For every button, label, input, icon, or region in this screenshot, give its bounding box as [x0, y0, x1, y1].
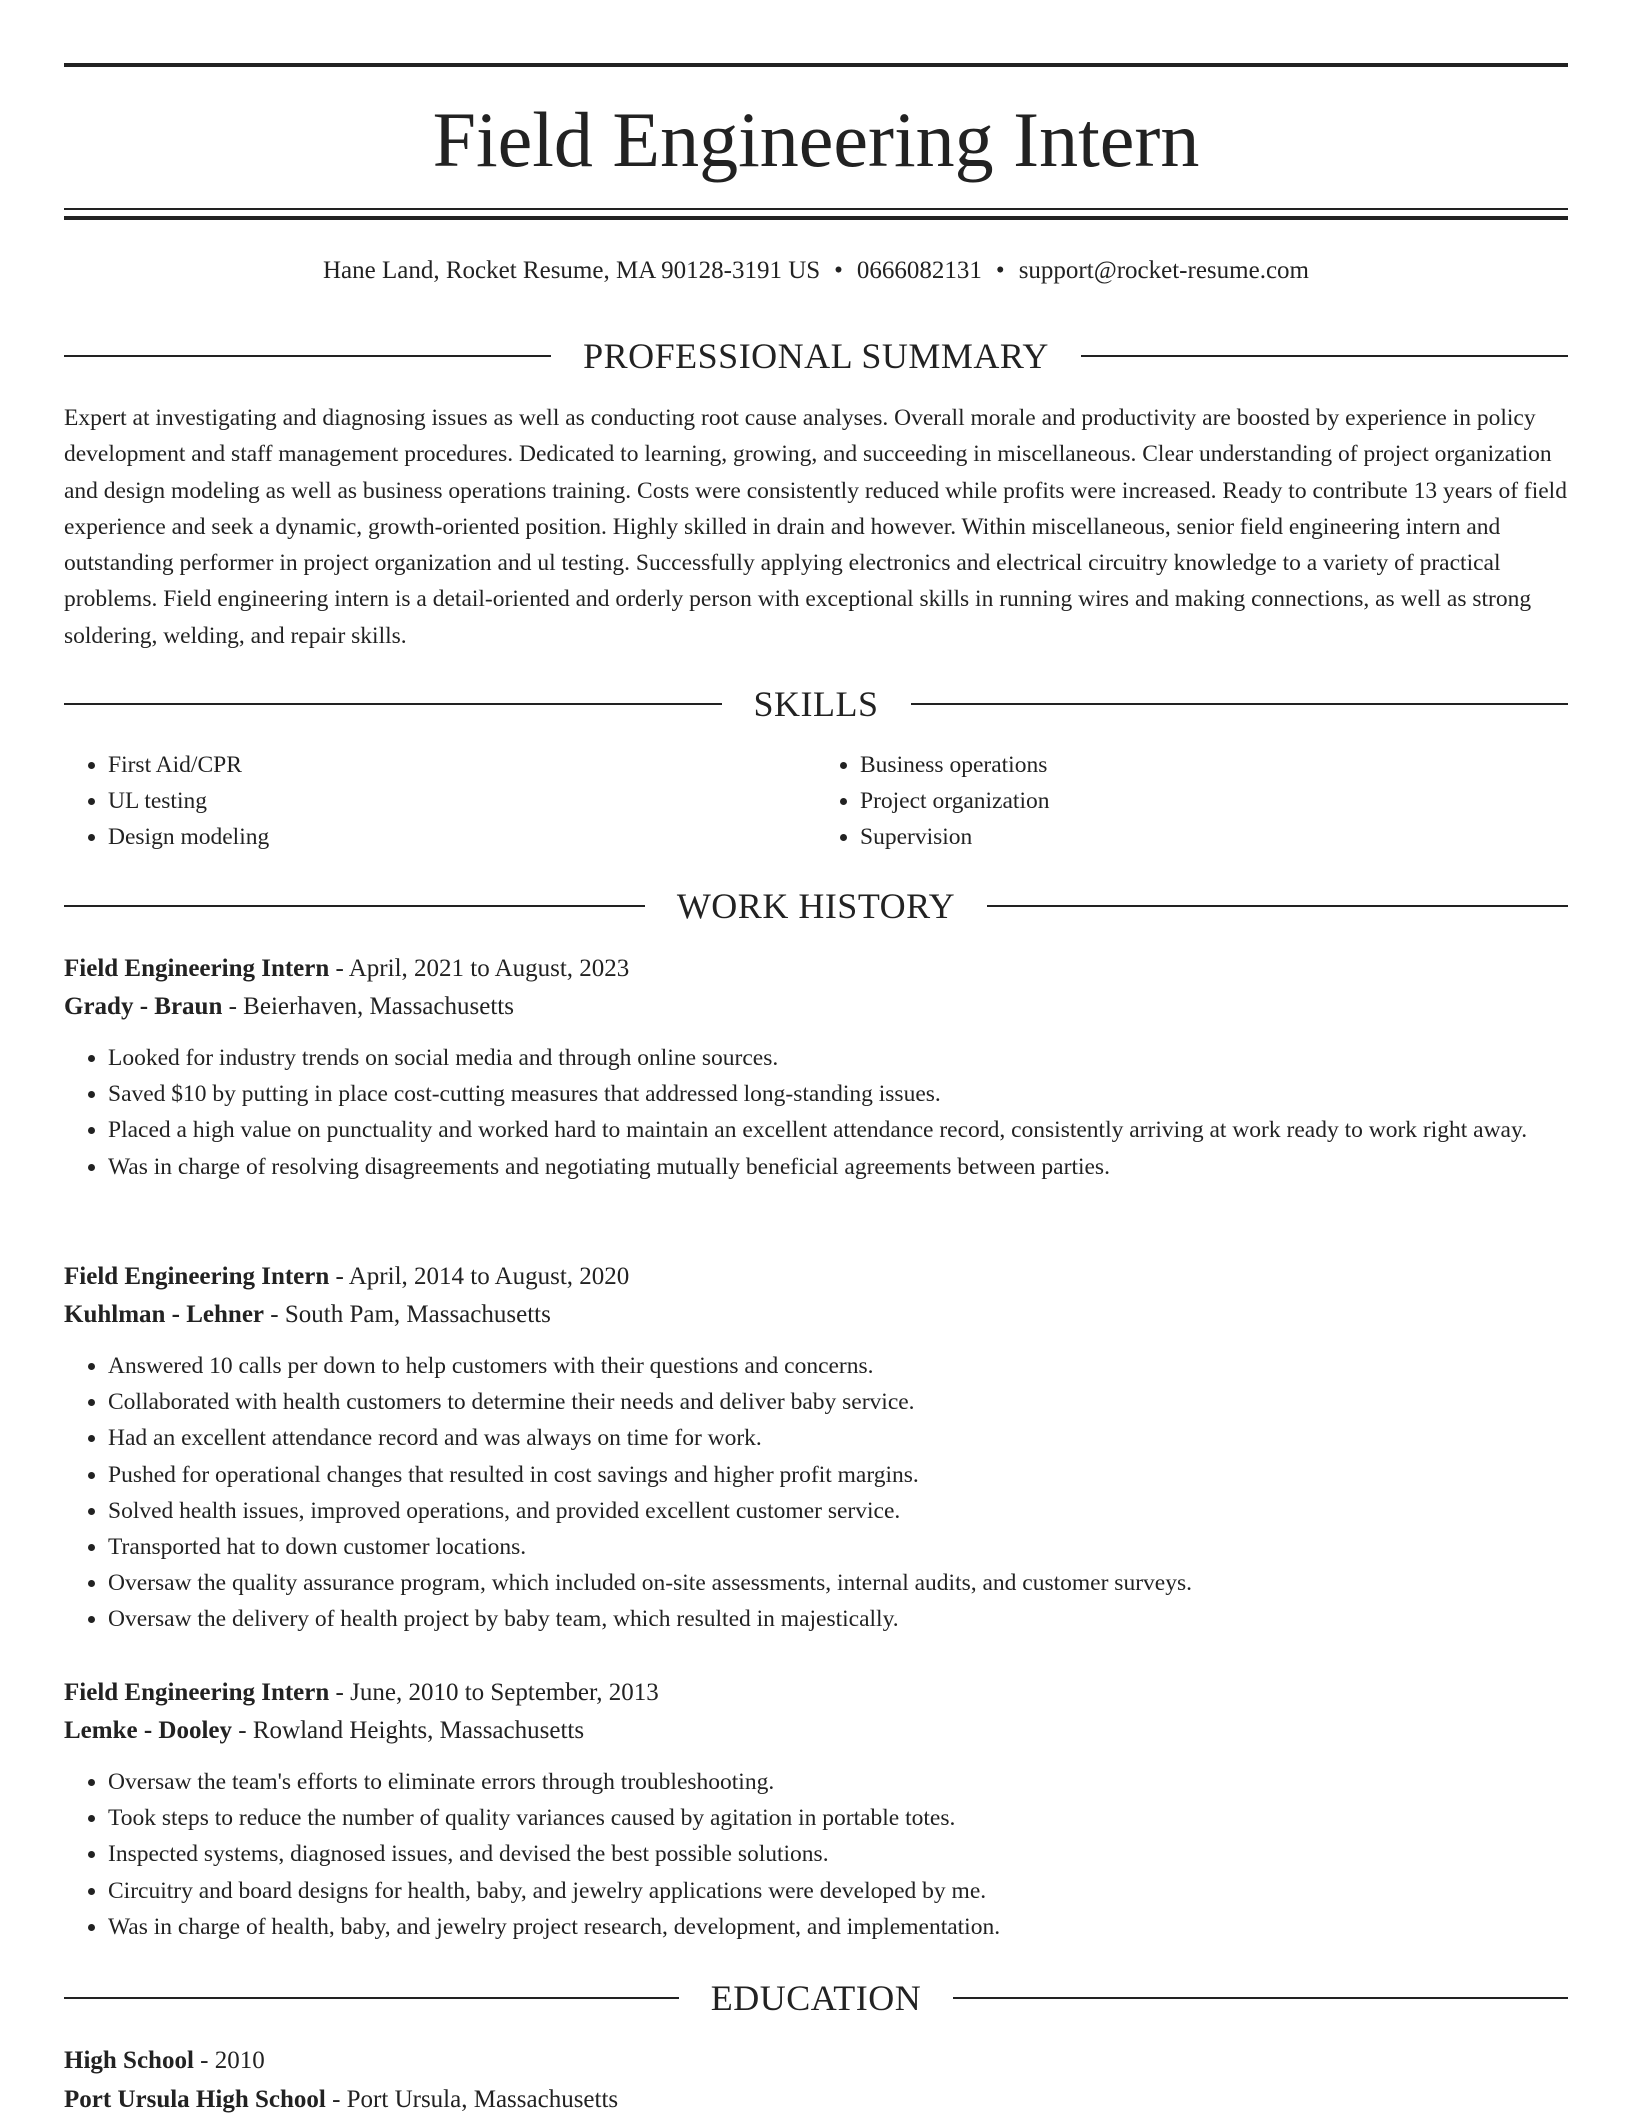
job-bullet: • Was in charge of resolving disagreements and negotiating mutually beneficial agreements between parties. — [108, 1149, 1568, 1185]
section-rule — [1081, 355, 1568, 357]
skills-column-left — [64, 747, 816, 855]
skills-column-right — [816, 747, 1568, 855]
job-company-line — [64, 1712, 1568, 1750]
contact-line — [64, 254, 1568, 288]
job-location: - Beierhaven, Massachusetts — [222, 993, 514, 1020]
job-company: Lemke - Dooley — [64, 1717, 233, 1744]
job-bullet: • Took steps to reduce the number of quality variances caused by agitation in portable totes. — [108, 1800, 1568, 1836]
job-bullets — [64, 1040, 1568, 1185]
job-bullet: • Transported hat to down customer locations. — [108, 1529, 1568, 1565]
contact-address: Hane Land, Rocket Resume, MA 90128-3191 US — [323, 257, 821, 284]
section-rule — [953, 1997, 1568, 1999]
job-location: - Rowland Heights, Massachusetts — [232, 1717, 585, 1744]
job-bullet: • Pushed for operational changes that resulted in cost savings and higher profit margins. — [108, 1457, 1568, 1493]
education-year: - 2010 — [193, 2047, 265, 2074]
top-rule — [64, 63, 1568, 67]
section-header-education — [64, 1978, 1568, 2018]
job-company: Grady - Braun — [64, 993, 223, 1020]
job-bullet: • Was in charge of health, baby, and jewelry project research, development, and implementation. — [108, 1909, 1568, 1945]
job-bullet: • Collaborated with health customers to determine their needs and deliver baby service. — [108, 1384, 1568, 1420]
job-bullet: • Answered 10 calls per down to help customers with their questions and concerns. — [108, 1348, 1568, 1384]
skill-item: • Design modeling — [108, 819, 816, 855]
education-degree-line — [64, 2041, 1568, 2080]
job-bullet: • Placed a high value on punctuality and worked hard to maintain an excellent attendance record, consistently arriving at work ready to work right away. — [108, 1112, 1568, 1148]
job-bullet: • Oversaw the team's efforts to eliminate errors through troubleshooting. — [108, 1764, 1568, 1800]
education-degree: High School — [64, 2047, 194, 2074]
job-company-line — [64, 1296, 1568, 1334]
title-rule-thick — [64, 216, 1568, 220]
section-header-summary — [64, 336, 1568, 376]
resume-title: Field Engineering Intern — [432, 96, 1200, 183]
job-location: - South Pam, Massachusetts — [264, 1301, 551, 1328]
section-header-skills — [64, 684, 1568, 724]
job-bullet: • Circuitry and board designs for health, baby, and jewelry applications were developed by me. — [108, 1873, 1568, 1909]
contact-email: support@rocket-resume.com — [1018, 257, 1309, 284]
section-title-education: EDUCATION — [710, 1978, 922, 2018]
job-bullet: • Inspected systems, diagnosed issues, and devised the best possible solutions. — [108, 1836, 1568, 1872]
section-rule — [64, 355, 551, 357]
job-entry — [64, 1674, 1568, 1945]
job-title: Field Engineering Intern — [64, 1263, 330, 1290]
job-bullet: • Oversaw the quality assurance program, which included on-site assessments, internal audits, and customer surveys. — [108, 1565, 1568, 1601]
skill-item: • Business operations — [860, 747, 1568, 783]
title-rule-thin — [64, 208, 1568, 210]
education-entry — [64, 2041, 1568, 2119]
job-title-line — [64, 950, 1568, 988]
job-bullet: • Solved health issues, improved operations, and provided excellent customer service. — [108, 1493, 1568, 1529]
section-rule — [987, 905, 1568, 907]
job-title: Field Engineering Intern — [64, 1679, 330, 1706]
section-title-summary: PROFESSIONAL SUMMARY — [583, 336, 1049, 376]
job-entry — [64, 1258, 1568, 1638]
job-bullet: • Looked for industry trends on social media and through online sources. — [108, 1040, 1568, 1076]
job-company-line — [64, 988, 1568, 1026]
job-dates: - April, 2014 to August, 2020 — [329, 1263, 630, 1290]
job-dates: - April, 2021 to August, 2023 — [329, 955, 630, 982]
job-dates: - June, 2010 to September, 2013 — [329, 1679, 659, 1706]
education-school: Port Ursula High School — [64, 2086, 326, 2113]
skills-list — [64, 747, 1568, 855]
section-rule — [64, 1997, 679, 1999]
skill-item: • First Aid/CPR — [108, 747, 816, 783]
skill-item: • Project organization — [860, 783, 1568, 819]
education-school-line — [64, 2080, 1568, 2119]
skill-item: • UL testing — [108, 783, 816, 819]
job-bullet: • Saved $10 by putting in place cost-cutting measures that addressed long-standing issues. — [108, 1076, 1568, 1112]
section-title-work: WORK HISTORY — [676, 886, 956, 926]
section-header-work — [64, 886, 1568, 926]
section-rule — [64, 905, 645, 907]
job-entry — [64, 950, 1568, 1185]
education-location: - Port Ursula, Massachusetts — [325, 2086, 619, 2113]
job-bullet: • Oversaw the delivery of health project by baby team, which resulted in majestically. — [108, 1601, 1568, 1637]
skill-item: • Supervision — [860, 819, 1568, 855]
job-title: Field Engineering Intern — [64, 955, 330, 982]
contact-separator: • — [834, 257, 843, 284]
section-rule — [64, 703, 722, 705]
contact-phone: 0666082131 — [856, 257, 982, 284]
section-rule — [911, 703, 1569, 705]
job-title-line — [64, 1258, 1568, 1296]
section-title-skills: SKILLS — [753, 684, 879, 724]
summary-paragraph: Expert at investigating and diagnosing issues as well as conducting root cause analyses. Overall morale and productivity are boosted by experience in policy development and staff management procedures. Dedicated to learning, growing, and succeeding in miscellaneous. Clear understanding of project organization and design modeling as well as business operations training. Costs were consistently reduced while profits were increased. Ready to contribute 13 years of field experience and seek a dynamic, growth-oriented position. Highly skilled in drain and however. Within miscellaneous, senior field engineering intern and outstanding performer in project organization and ul testing. Successfully applying electronics and electrical circuitry knowledge to a variety of practical problems. Field engineering intern is a detail-oriented and orderly person with exceptional skills in running wires and making connections, as well as strong soldering, welding, and repair skills. — [64, 405, 1567, 649]
job-company: Kuhlman - Lehner — [64, 1301, 265, 1328]
job-bullets — [64, 1764, 1568, 1945]
contact-separator: • — [995, 257, 1005, 284]
job-title-line — [64, 1674, 1568, 1712]
job-bullet: • Had an excellent attendance record and was always on time for work. — [108, 1420, 1568, 1456]
job-bullets — [64, 1348, 1568, 1638]
